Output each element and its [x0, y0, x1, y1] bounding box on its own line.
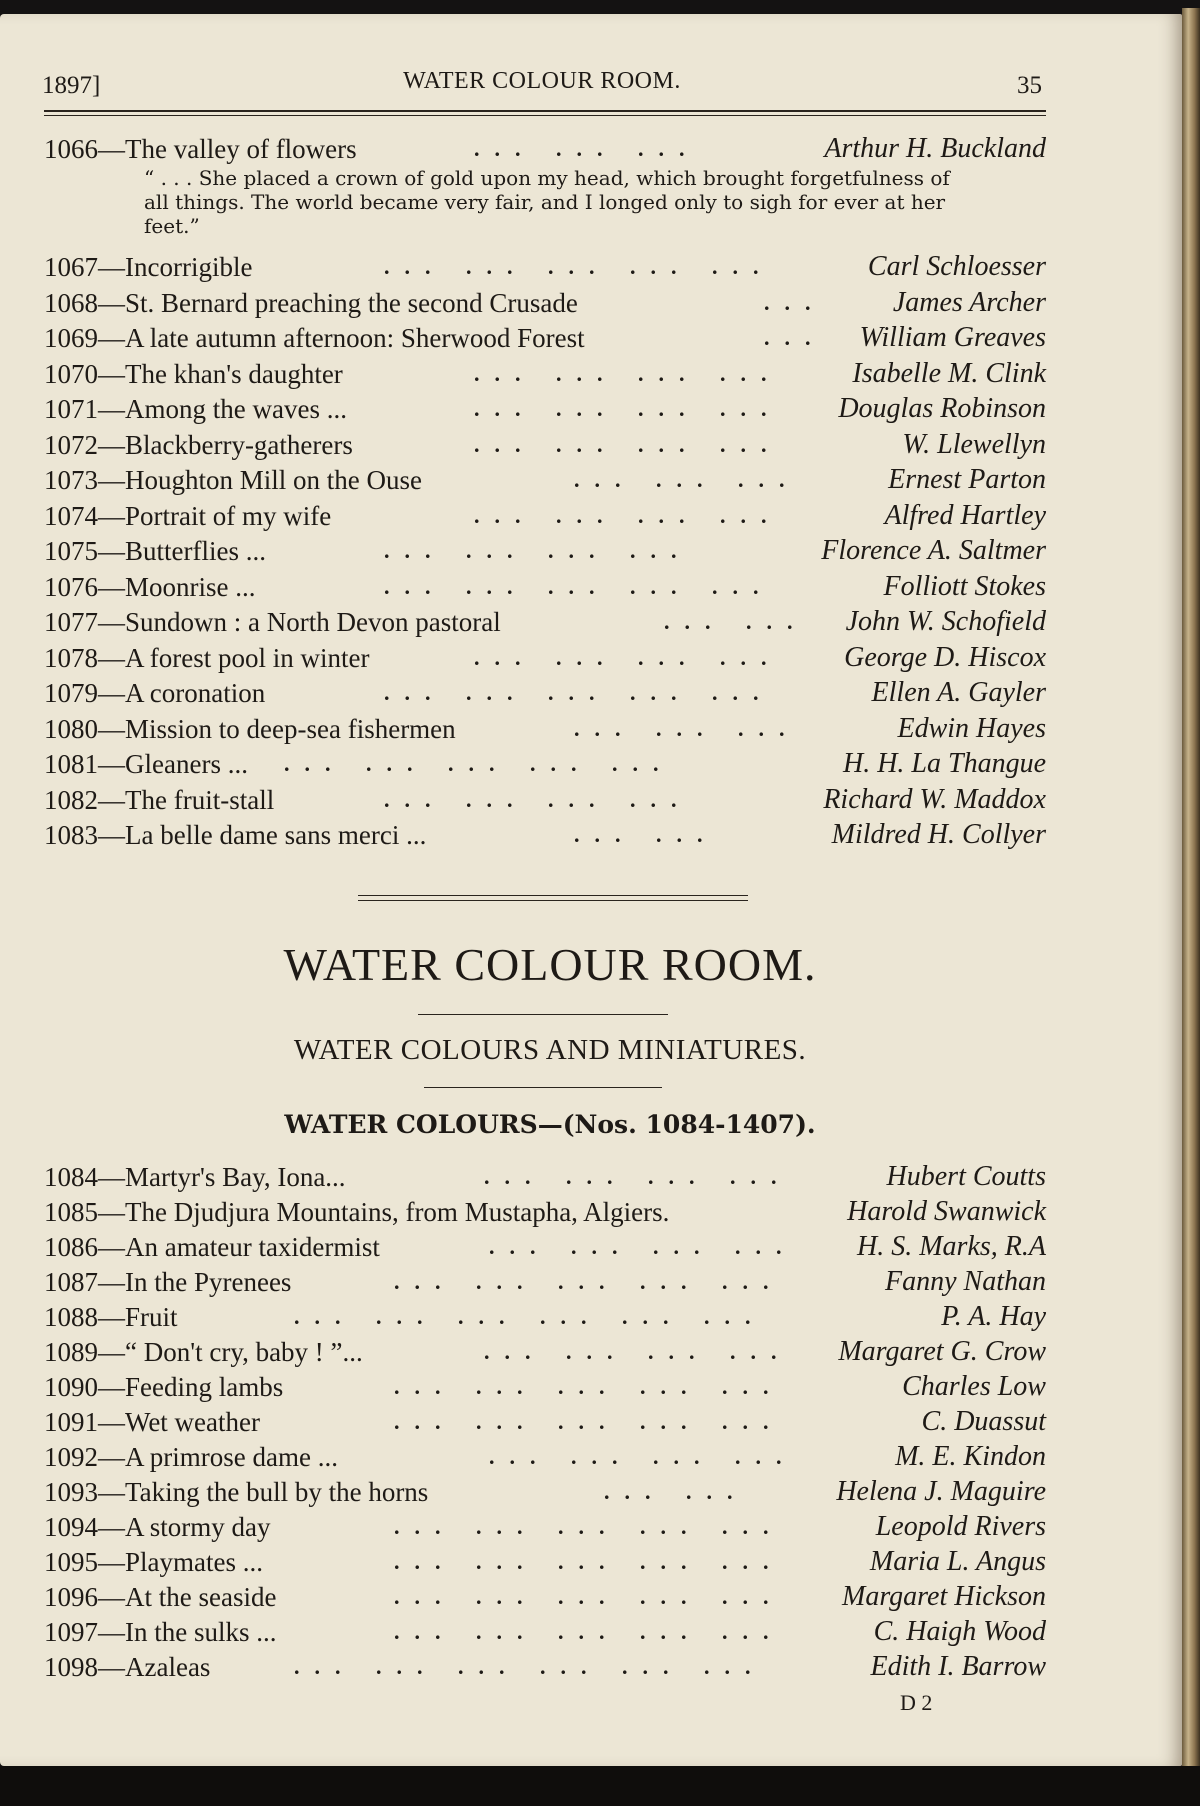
entry-title: The khan's daughter: [125, 359, 343, 389]
header-rule: [44, 110, 1046, 116]
leader-dots: ... ... ... ... ...: [394, 1514, 784, 1539]
entry-title: A coronation: [125, 678, 266, 708]
entry-number: 1095: [44, 1547, 98, 1577]
catalogue-entry: 1087—In the Pyrenees ... ... ... ... ... Fanny Nathan: [44, 1266, 1046, 1297]
entry-artist: H. S. Marks, R.A: [857, 1231, 1046, 1262]
entry-artist: Helena J. Maguire: [836, 1476, 1046, 1507]
entry-title: Houghton Mill on the Ouse: [125, 465, 422, 495]
entry-number: 1082: [44, 785, 98, 815]
entry-artist: W. Llewellyn: [902, 429, 1046, 460]
entry-number: 1096: [44, 1582, 98, 1612]
entry-title: Feeding lambs: [125, 1372, 284, 1402]
catalogue-entry: 1084—Martyr's Bay, Iona... ... ... ... ... Hubert Coutts: [44, 1161, 1046, 1192]
entry-title: Sundown : a North Devon pastoral: [125, 607, 501, 637]
entry-title: Butterflies ...: [125, 536, 266, 566]
leader-dots: ... ... ... ...: [474, 503, 782, 528]
catalogue-entry: 1094—A stormy day ... ... ... ... ... Leopold Rivers: [44, 1511, 1046, 1542]
entry-artist: Ernest Parton: [888, 464, 1046, 495]
entry-artist: Richard W. Maddox: [823, 784, 1046, 815]
entry-number: 1087: [44, 1267, 98, 1297]
entry-number: 1070: [44, 359, 98, 389]
entry-artist: Mildred H. Collyer: [831, 819, 1046, 850]
leader-dots: ... ... ...: [574, 716, 800, 741]
leader-dots: ... ... ... ... ...: [394, 1619, 784, 1644]
leader-dots: ... ... ... ...: [489, 1234, 797, 1259]
title-rule: [418, 1014, 668, 1015]
catalogue-entry: 1077—Sundown : a North Devon pastoral ... ... John W. Schofield: [44, 606, 1046, 637]
entry-number: 1079: [44, 678, 98, 708]
entry-title: Incorrigible: [125, 252, 253, 282]
catalogue-entry: 1066—The valley of flowers ... ... ... Arthur H. Buckland: [44, 133, 1046, 164]
leader-dots: ... ...: [604, 1479, 748, 1504]
leader-dots: ... ... ... ... ...: [394, 1409, 784, 1434]
leader-dots: ... ... ... ...: [474, 432, 782, 457]
catalogue-entry: 1095—Playmates ... ... ... ... ... ... Maria L. Angus: [44, 1546, 1046, 1577]
leader-dots: ... ... ... ... ...: [394, 1269, 784, 1294]
entry-number: 1092: [44, 1442, 98, 1472]
entry-artist: Alfred Hartley: [884, 500, 1046, 531]
entry-title: Portrait of my wife: [125, 501, 332, 531]
entry-number: 1083: [44, 820, 98, 850]
catalogue-entry: 1098—Azaleas ... ... ... ... ... ... Edith I. Barrow: [44, 1651, 1046, 1682]
entry-number: 1073: [44, 465, 98, 495]
entry-artist: Leopold Rivers: [875, 1511, 1046, 1542]
catalogue-entry: 1096—At the seaside ... ... ... ... ... Margaret Hickson: [44, 1581, 1046, 1612]
header-title: WATER COLOUR ROOM.: [403, 68, 681, 94]
leader-dots: ... ... ... ... ...: [384, 254, 774, 279]
entry-number: 1091: [44, 1407, 98, 1437]
scan-border: [0, 1766, 1200, 1806]
catalogue-entry: 1088—Fruit ... ... ... ... ... ... P. A. Hay: [44, 1301, 1046, 1332]
section-heading: WATER COLOURS—(Nos. 1084-1407).: [284, 1110, 816, 1139]
catalogue-entry: 1068—St. Bernard preaching the second Crusade ... James Archer: [44, 287, 1046, 318]
leader-dots: ... ... ... ... ... ...: [294, 1654, 766, 1679]
entry-number: 1072: [44, 430, 98, 460]
entry-number: 1077: [44, 607, 98, 637]
catalogue-entry: 1089—“ Don't cry, baby ! ”... ... ... ... ... Margaret G. Crow: [44, 1336, 1046, 1367]
leader-dots: ... ... ... ...: [474, 396, 782, 421]
entry-title: Wet weather: [125, 1407, 260, 1437]
entry-artist: Douglas Robinson: [838, 393, 1046, 424]
catalogue-entry: 1097—In the sulks ... ... ... ... ... ... C. Haigh Wood: [44, 1616, 1046, 1647]
leader-dots: ... ... ... ...: [384, 538, 692, 563]
leader-dots: ... ... ... ... ... ...: [294, 1304, 766, 1329]
signature-mark: D 2: [900, 1690, 933, 1715]
catalogue-entry: 1072—Blackberry-gatherers ... ... ... ... W. Llewellyn: [44, 429, 1046, 460]
catalogue-entry: 1071—Among the waves ... ... ... ... ... Douglas Robinson: [44, 393, 1046, 424]
entry-title: In the Pyrenees: [125, 1267, 292, 1297]
entry-quote: “ . . . She placed a crown of gold upon my head, which brought forgetfulness of all things. The world became very fair, and I longed only to sigh for ever at her feet.”: [144, 166, 950, 238]
entry-artist: Margaret G. Crow: [838, 1336, 1046, 1367]
catalogue-entry: 1085—The Djudjura Mountains, from Mustapha, Algiers. Harold Swanwick: [44, 1196, 1046, 1227]
entry-title: A forest pool in winter: [125, 643, 370, 673]
entry-number: 1081: [44, 749, 98, 779]
entry-number: 1085: [44, 1197, 98, 1227]
section-title: WATER COLOUR ROOM.: [283, 939, 817, 990]
entry-artist: George D. Hiscox: [844, 642, 1046, 673]
leader-dots: ... ... ...: [474, 136, 700, 161]
entry-artist: James Archer: [892, 287, 1046, 318]
entry-number: 1093: [44, 1477, 98, 1507]
leader-dots: ... ... ... ...: [474, 645, 782, 670]
entry-number: 1090: [44, 1372, 98, 1402]
entry-artist: Ellen A. Gayler: [871, 677, 1046, 708]
leader-dots: ... ... ... ... ...: [384, 680, 774, 705]
catalogue-entry: 1075—Butterflies ... ... ... ... ... Florence A. Saltmer: [44, 535, 1046, 566]
entry-artist: C. Haigh Wood: [873, 1616, 1046, 1647]
entry-number: 1066: [44, 134, 98, 164]
catalogue-entry: 1079—A coronation ... ... ... ... ... Ellen A. Gayler: [44, 677, 1046, 708]
entry-title: A primrose dame ...: [125, 1442, 338, 1472]
entry-artist: Arthur H. Buckland: [824, 133, 1046, 164]
section-subtitle: WATER COLOURS AND MINIATURES.: [293, 1034, 807, 1066]
entry-number: 1098: [44, 1652, 98, 1682]
entry-artist: Fanny Nathan: [885, 1266, 1046, 1297]
entry-title: Moonrise ...: [125, 572, 256, 602]
catalogue-entry: 1083—La belle dame sans merci ... ... ... Mildred H. Collyer: [44, 819, 1046, 850]
entry-artist: Folliott Stokes: [883, 571, 1046, 602]
entry-title: Playmates ...: [125, 1547, 263, 1577]
leader-dots: ... ... ... ... ...: [284, 751, 674, 776]
catalogue-entry: 1081—Gleaners ... ... ... ... ... ... H. H. La Thangue: [44, 748, 1046, 779]
page-number: 35: [1017, 72, 1042, 99]
entry-number: 1089: [44, 1337, 98, 1367]
entry-title: The Djudjura Mountains, from Mustapha, Algiers.: [125, 1197, 670, 1227]
entry-title: La belle dame sans merci ...: [125, 820, 427, 850]
entry-title: Among the waves ...: [125, 394, 347, 424]
entry-title: The fruit-stall: [125, 785, 275, 815]
entry-title: A stormy day: [125, 1512, 271, 1542]
catalogue-entry: 1078—A forest pool in winter ... ... ... ... George D. Hiscox: [44, 642, 1046, 673]
section-divider: [358, 895, 748, 901]
entry-title: “ Don't cry, baby ! ”...: [125, 1337, 363, 1367]
entry-number: 1097: [44, 1617, 98, 1647]
entry-title: Azaleas: [125, 1652, 211, 1682]
entry-artist: Charles Low: [902, 1371, 1046, 1402]
catalogue-entry: 1069—A late autumn afternoon: Sherwood Forest ... William Greaves: [44, 322, 1046, 353]
leader-dots: ... ... ... ...: [474, 361, 782, 386]
catalogue-entry: 1080—Mission to deep-sea fishermen ... ... ... Edwin Hayes: [44, 713, 1046, 744]
entry-title: Blackberry-gatherers: [125, 430, 353, 460]
entry-number: 1080: [44, 714, 98, 744]
leader-dots: ... ... ... ...: [384, 787, 692, 812]
entry-title: Mission to deep-sea fishermen: [125, 714, 456, 744]
catalogue-entry: 1076—Moonrise ... ... ... ... ... ... Folliott Stokes: [44, 571, 1046, 602]
entry-title: At the seaside: [125, 1582, 277, 1612]
entry-artist: Edwin Hayes: [897, 713, 1046, 744]
leader-dots: ... ... ... ... ...: [384, 574, 774, 599]
header-year: 1897]: [42, 72, 101, 99]
subtitle-rule: [424, 1087, 662, 1088]
entry-number: 1094: [44, 1512, 98, 1542]
catalogue-entry: 1067—Incorrigible ... ... ... ... ... Carl Schloesser: [44, 251, 1046, 282]
entry-artist: Isabelle M. Clink: [852, 358, 1046, 389]
entry-number: 1067: [44, 252, 98, 282]
entry-artist: Harold Swanwick: [847, 1196, 1046, 1227]
catalogue-entry: 1091—Wet weather ... ... ... ... ... C. Duassut: [44, 1406, 1046, 1437]
entry-artist: Margaret Hickson: [842, 1581, 1046, 1612]
entry-artist: P. A. Hay: [941, 1301, 1046, 1332]
catalogue-entry: 1093—Taking the bull by the horns ... ... Helena J. Maguire: [44, 1476, 1046, 1507]
entry-number: 1071: [44, 394, 98, 424]
entry-number: 1084: [44, 1162, 98, 1192]
entry-number: 1068: [44, 288, 98, 318]
entry-title: An amateur taxidermist: [125, 1232, 380, 1262]
catalogue-entry: 1086—An amateur taxidermist ... ... ... ... H. S. Marks, R.A: [44, 1231, 1046, 1262]
entry-title: The valley of flowers: [125, 134, 357, 164]
entry-artist: Edith I. Barrow: [870, 1651, 1046, 1682]
entry-title: Taking the bull by the horns: [125, 1477, 429, 1507]
catalogue-entry: 1074—Portrait of my wife ... ... ... ... Alfred Hartley: [44, 500, 1046, 531]
catalogue-entry: 1090—Feeding lambs ... ... ... ... ... Charles Low: [44, 1371, 1046, 1402]
entry-number: 1086: [44, 1232, 98, 1262]
catalogue-entry: 1070—The khan's daughter ... ... ... ... Isabelle M. Clink: [44, 358, 1046, 389]
catalogue-entry: 1073—Houghton Mill on the Ouse ... ... ... Ernest Parton: [44, 464, 1046, 495]
entry-title: A late autumn afternoon: Sherwood Forest: [125, 323, 585, 353]
leader-dots: ... ... ... ... ...: [394, 1549, 784, 1574]
entry-artist: Maria L. Angus: [869, 1546, 1046, 1577]
entry-title: Fruit: [125, 1302, 178, 1332]
running-header: [42, 64, 1042, 100]
entry-number: 1088: [44, 1302, 98, 1332]
catalogue-entry: 1092—A primrose dame ... ... ... ... ... M. E. Kindon: [44, 1441, 1046, 1472]
leader-dots: ... ... ... ... ...: [394, 1584, 784, 1609]
entry-title: Gleaners ...: [125, 749, 248, 779]
leader-dots: ...: [764, 290, 826, 315]
catalogue-entry: 1082—The fruit-stall ... ... ... ... Richard W. Maddox: [44, 784, 1046, 815]
entry-artist: C. Duassut: [921, 1406, 1046, 1437]
leader-dots: ... ... ... ...: [484, 1339, 792, 1364]
entry-number: 1074: [44, 501, 98, 531]
leader-dots: ... ... ...: [574, 467, 800, 492]
entry-artist: Florence A. Saltmer: [821, 535, 1046, 566]
page-edge: [1182, 8, 1200, 1776]
entry-number: 1076: [44, 572, 98, 602]
entry-title: In the sulks ...: [125, 1617, 277, 1647]
entry-artist: Hubert Coutts: [886, 1161, 1046, 1192]
leader-dots: ... ... ... ... ...: [394, 1374, 784, 1399]
entry-number: 1069: [44, 323, 98, 353]
leader-dots: ... ... ... ...: [484, 1164, 792, 1189]
entry-title: St. Bernard preaching the second Crusade: [125, 288, 578, 318]
leader-dots: ...: [764, 325, 826, 350]
entry-artist: M. E. Kindon: [895, 1441, 1046, 1472]
entry-artist: William Greaves: [859, 322, 1046, 353]
leader-dots: ... ...: [664, 609, 808, 634]
entry-title: Martyr's Bay, Iona...: [125, 1162, 346, 1192]
leader-dots: ... ... ... ...: [489, 1444, 797, 1469]
entry-artist: H. H. La Thangue: [842, 748, 1046, 779]
leader-dots: ... ...: [574, 822, 718, 847]
entry-artist: John W. Schofield: [845, 606, 1046, 637]
entry-number: 1078: [44, 643, 98, 673]
entry-artist: Carl Schloesser: [867, 251, 1046, 282]
entry-number: 1075: [44, 536, 98, 566]
